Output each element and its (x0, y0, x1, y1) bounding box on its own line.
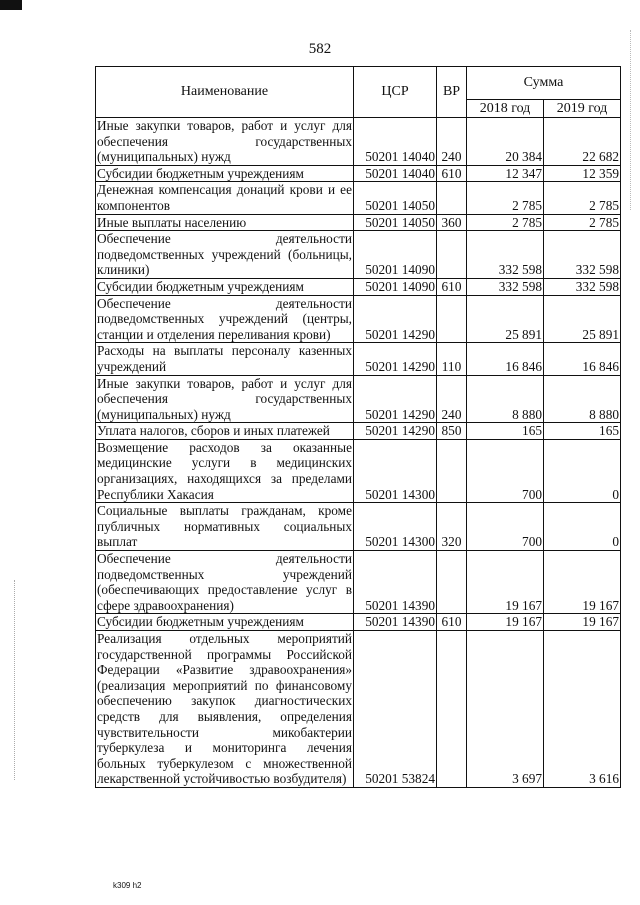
row-csr-code: 50201 14290 (354, 295, 437, 343)
row-name: Обеспечение деятельности подведомственных учреждений (больницы, клиники) (97, 231, 352, 278)
row-csr-code: 50201 14290 (354, 343, 437, 375)
row-name: Субсидии бюджетным учреждениям (96, 165, 354, 182)
row-amount-2018: 332 598 (467, 231, 544, 279)
row-amount-2019: 2 785 (544, 182, 621, 214)
row-vr-code (437, 231, 467, 279)
row-name: Субсидии бюджетным учреждениям (96, 614, 354, 631)
row-name: Денежная компенсация донаций крови и ее компонентов (97, 182, 352, 213)
header-csr: ЦСР (354, 67, 437, 118)
row-vr-code: 850 (437, 423, 467, 440)
table-row (96, 165, 621, 182)
row-name: Социальные выплаты гражданам, кроме публичных нормативных социальных выплат (97, 503, 352, 550)
row-csr-code: 50201 14050 (354, 182, 437, 214)
row-amount-2019: 12 359 (544, 165, 621, 182)
row-amount-2019: 332 598 (544, 231, 621, 279)
row-amount-2019: 22 682 (544, 118, 621, 166)
row-name: Иные закупки товаров, работ и услуг для обеспечения государственных (муниципальных) нужд (97, 118, 352, 165)
row-vr-code: 240 (437, 375, 467, 423)
row-csr-code: 50201 14390 (354, 551, 437, 614)
row-name: Иные выплаты населению (96, 214, 354, 231)
row-amount-2019: 8 880 (544, 375, 621, 423)
row-name: Возмещение расходов за оказанные медицинские услуги в медицинских организациях, находящихся за пределами Республики Хакасия (97, 439, 352, 502)
row-csr-code: 50201 14300 (354, 503, 437, 551)
row-amount-2018: 16 846 (467, 343, 544, 375)
row-name: Обеспечение деятельности подведомственных учреждений (обеспечивающих предоставление услуг в сфере здравоохранения) (97, 551, 352, 613)
row-name: Реализация отдельных мероприятий государственной программы Российской Федерации «Развитие здравоохранения» (реализация мероприятий по финансовому обеспечению закупок диагностических средств для выявления, определения чувствительности микобактерии туберкулеза и мониторинга лечения больных туберкулезом с множественной лекарственной устойчивостью возбудителя) (97, 631, 352, 787)
row-amount-2019: 0 (544, 503, 621, 551)
row-vr-code (437, 439, 467, 502)
header-sum: Сумма (467, 67, 621, 100)
table-row (96, 118, 621, 166)
row-csr-code: 50201 53824 (354, 631, 437, 788)
scan-edge-specks (14, 580, 16, 780)
row-csr-code: 50201 14390 (354, 614, 437, 631)
row-amount-2018: 3 697 (467, 631, 544, 788)
table-row (96, 343, 621, 375)
footer-code: k309 h2 (113, 881, 142, 890)
row-amount-2019: 25 891 (544, 295, 621, 343)
header-name: Наименование (96, 67, 354, 118)
table-row (96, 295, 621, 343)
row-csr-code: 50201 14040 (354, 165, 437, 182)
table-row (96, 503, 621, 551)
row-amount-2019: 19 167 (544, 551, 621, 614)
row-vr-code: 110 (437, 343, 467, 375)
table-body (96, 118, 621, 788)
row-csr-code: 50201 14290 (354, 375, 437, 423)
table-row (96, 614, 621, 631)
row-amount-2018: 25 891 (467, 295, 544, 343)
row-amount-2018: 19 167 (467, 614, 544, 631)
table-header (96, 67, 621, 118)
page-number: 582 (308, 41, 332, 57)
row-csr-code: 50201 14290 (354, 423, 437, 440)
header-year-2018: 2018 год (467, 100, 544, 118)
row-amount-2018: 2 785 (467, 214, 544, 231)
table-row (96, 182, 621, 214)
row-vr-code: 360 (437, 214, 467, 231)
row-vr-code (437, 551, 467, 614)
row-amount-2018: 2 785 (467, 182, 544, 214)
row-amount-2019: 16 846 (544, 343, 621, 375)
scan-corner-mark (0, 0, 22, 10)
row-amount-2019: 0 (544, 439, 621, 502)
row-amount-2018: 332 598 (467, 278, 544, 295)
row-vr-code: 610 (437, 165, 467, 182)
row-amount-2018: 20 384 (467, 118, 544, 166)
row-amount-2018: 165 (467, 423, 544, 440)
row-name: Иные закупки товаров, работ и услуг для обеспечения государственных (муниципальных) нужд (97, 375, 352, 422)
row-vr-code (437, 631, 467, 788)
row-name: Уплата налогов, сборов и иных платежей (96, 423, 354, 440)
row-csr-code: 50201 14300 (354, 439, 437, 502)
table-row (96, 375, 621, 423)
header-year-2019: 2019 год (544, 100, 621, 118)
row-vr-code: 240 (437, 118, 467, 166)
budget-table (95, 66, 621, 788)
row-amount-2019: 2 785 (544, 214, 621, 231)
row-vr-code: 610 (437, 614, 467, 631)
row-vr-code: 320 (437, 503, 467, 551)
row-amount-2018: 8 880 (467, 375, 544, 423)
table-row (96, 214, 621, 231)
row-vr-code (437, 182, 467, 214)
table-row (96, 631, 621, 788)
table-row (96, 551, 621, 614)
row-name: Обеспечение деятельности подведомственных учреждений (центры, станции и отделения переливания крови) (97, 295, 352, 342)
header-vr: ВР (437, 67, 467, 118)
row-csr-code: 50201 14090 (354, 231, 437, 279)
row-csr-code: 50201 14050 (354, 214, 437, 231)
row-amount-2019: 165 (544, 423, 621, 440)
row-vr-code: 610 (437, 278, 467, 295)
row-amount-2018: 19 167 (467, 551, 544, 614)
row-vr-code (437, 295, 467, 343)
table-row (96, 423, 621, 440)
row-name: Расходы на выплаты персоналу казенных учреждений (97, 343, 352, 374)
row-amount-2018: 12 347 (467, 165, 544, 182)
row-amount-2018: 700 (467, 439, 544, 502)
row-amount-2019: 19 167 (544, 614, 621, 631)
row-amount-2019: 332 598 (544, 278, 621, 295)
table-row (96, 278, 621, 295)
table-row (96, 439, 621, 502)
table-row (96, 231, 621, 279)
row-name: Субсидии бюджетным учреждениям (96, 278, 354, 295)
row-amount-2018: 700 (467, 503, 544, 551)
row-amount-2019: 3 616 (544, 631, 621, 788)
row-csr-code: 50201 14040 (354, 118, 437, 166)
row-csr-code: 50201 14090 (354, 278, 437, 295)
